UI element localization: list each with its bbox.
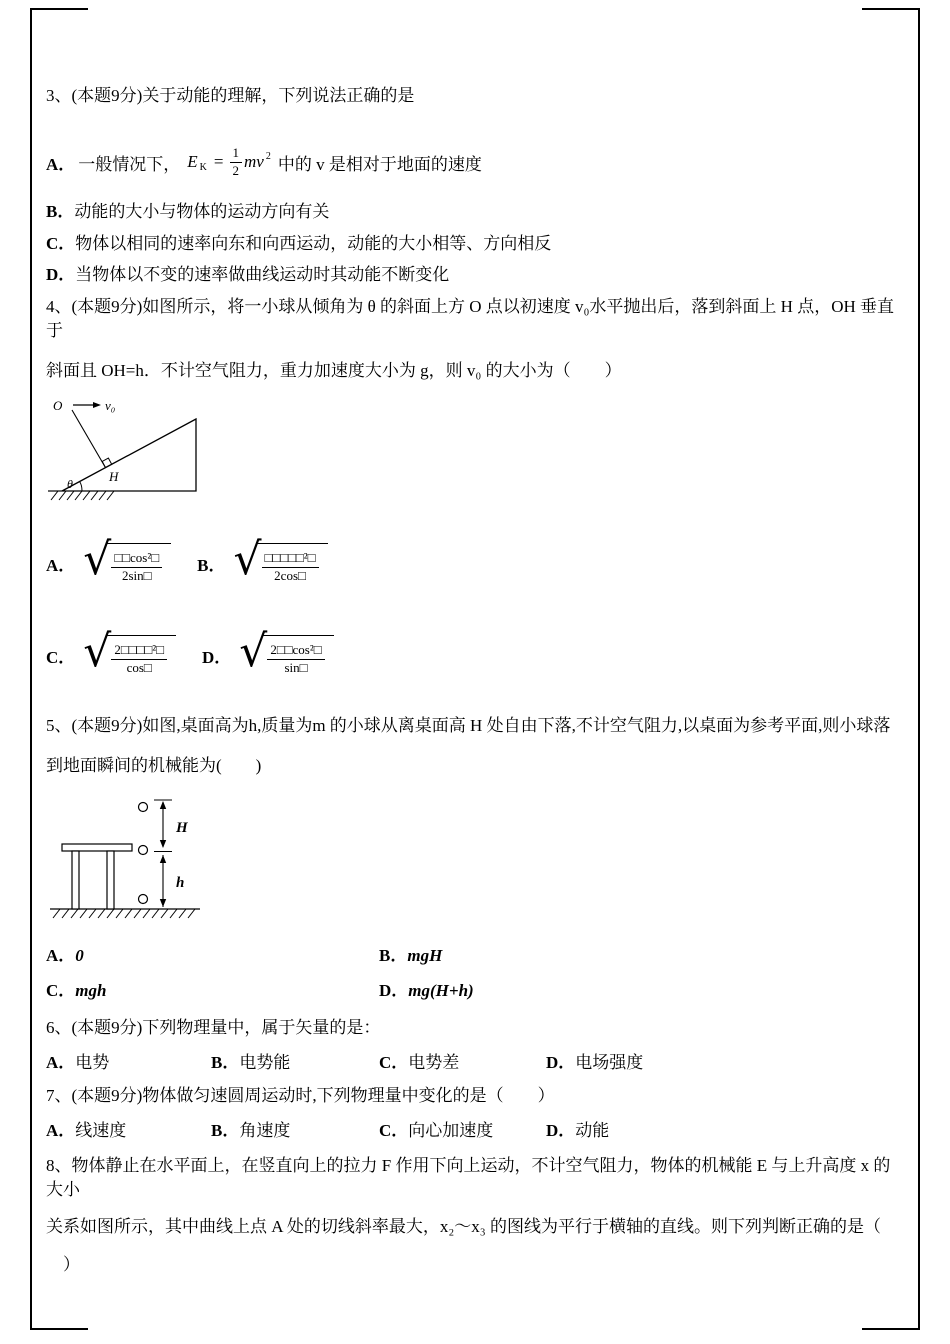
q4-option-d-formula [239, 626, 333, 678]
q6-option-b-label: B． [211, 1053, 240, 1072]
q4-option-d [202, 626, 334, 678]
theta-arc [80, 482, 82, 492]
q7-option-b-text: 角速度 [239, 1121, 291, 1140]
table-leg-right [107, 851, 114, 909]
q7-option-c [379, 1119, 546, 1143]
v0-arrowhead [93, 402, 101, 408]
q7-option-a-text: 线速度 [75, 1121, 127, 1140]
q6-options [46, 1051, 906, 1075]
q4-a-denominator: 2sin□ [121, 568, 152, 584]
fraction-numerator: 1 [230, 146, 243, 163]
q4-option-d-label: D． [202, 648, 232, 667]
ball-start [139, 803, 148, 812]
q3-option-b-label: B． [46, 202, 75, 221]
arrowhead-down [160, 899, 166, 907]
q3-option-a-post: 中的 v 是相对于地面的速度 [277, 154, 482, 174]
q6-option-d-label: D． [546, 1053, 576, 1072]
q6-option-a-label: A． [46, 1053, 76, 1072]
formula-half-fraction [230, 146, 243, 179]
q3-option-c-text: 物体以相同的速率向东和向西运动，动能的大小相等、方向相反 [75, 234, 552, 253]
q7-option-b-label: B． [211, 1121, 240, 1140]
ground-hatching [51, 491, 114, 500]
q7-option-d-label: D． [546, 1121, 576, 1140]
q7-option-a [46, 1119, 211, 1143]
ball-at-ground [139, 895, 148, 904]
q3-option-b [46, 200, 906, 224]
ground-hatching [53, 909, 195, 918]
point-h-label: H [109, 469, 119, 484]
q6-option-d-text: 电场强度 [575, 1053, 644, 1072]
q4-option-b-label: B． [197, 556, 226, 575]
q6-option-c-label: C． [379, 1053, 409, 1072]
arrowhead-up [160, 801, 166, 809]
q8-stem-line3: ） [46, 1255, 80, 1274]
q4-options-row-cd [46, 622, 906, 676]
q4-d-numerator: 2□□cos²□ [267, 643, 324, 660]
q4-option-b-formula [233, 534, 327, 586]
arrowhead-up [160, 855, 166, 863]
formula-sup-2: 2 [265, 150, 271, 162]
q5-stem-line2: 到地面瞬间的机械能为( ) [46, 756, 262, 775]
radical-sign: √ [233, 534, 262, 586]
question-8 [46, 1154, 906, 1277]
q4-option-c [46, 626, 176, 678]
q5-option-a-text: 0 [75, 946, 84, 965]
q3-option-a-label: A． [46, 154, 76, 174]
q3-option-d-label: D． [46, 265, 76, 284]
q4-stem-line2: 斜面且 OH=h．不计空气阻力，重力加速度大小为 g，则 v₀ 的大小为（ ） [46, 361, 622, 380]
q6-stem: 6、(本题9分)下列物理量中，属于矢量的是： [46, 1018, 381, 1037]
v0-label: v₀ [105, 398, 116, 413]
kinetic-energy-formula [187, 146, 271, 179]
q7-option-a-label: A． [46, 1121, 76, 1140]
q4-option-a-label: A． [46, 556, 76, 575]
tabletop [62, 844, 132, 851]
q7-option-d [546, 1119, 609, 1143]
q8-stem-line1: 8、物体静止在水平面上，在竖直向上的拉力 F 作用下向上运动，不计空气阻力，物体的机械能 E 与上升高度 x 的大小 [46, 1156, 891, 1199]
q3-option-c-label: C． [46, 234, 76, 253]
q4-options-row-ab [46, 530, 906, 584]
theta-label: θ [67, 477, 73, 491]
formula-E: E [187, 152, 198, 171]
question-7 [46, 1084, 906, 1143]
q6-option-d [546, 1051, 643, 1075]
table-leg-left [72, 851, 79, 909]
page-border-bottom-right [862, 1328, 920, 1330]
question-5 [46, 714, 906, 1003]
q6-option-b-text: 电势能 [239, 1053, 291, 1072]
q5-option-d-text: mg(H+h) [408, 981, 474, 1000]
page-border-left [30, 8, 32, 1330]
page-border-bottom-left [30, 1328, 88, 1330]
q5-options-row-ab [46, 944, 906, 968]
q5-option-a-label: A． [46, 946, 76, 965]
arrowhead-down [160, 840, 166, 848]
formula-sub-K: K [199, 161, 207, 173]
q3-option-a [46, 140, 906, 184]
q5-option-b-text: mgH [407, 946, 443, 965]
q5-option-c-text: mgh [75, 981, 107, 1000]
table-drop-diagram [48, 787, 223, 929]
q3-option-a-pre: 一般情况下， [78, 154, 181, 174]
exam-content [46, 84, 906, 1277]
radical-sign: √ [83, 626, 112, 678]
q4-option-a [46, 534, 171, 586]
q5-option-c [46, 979, 379, 1003]
q6-option-c-text: 电势差 [408, 1053, 460, 1072]
h-upper-label: H [176, 820, 188, 836]
fraction-denominator: 2 [232, 162, 239, 178]
question-6 [46, 1016, 906, 1075]
q4-b-numerator: □□□□□²□ [262, 551, 319, 568]
q4-c-denominator: cos□ [126, 660, 152, 676]
q3-option-b-text: 动能的大小与物体的运动方向有关 [74, 202, 330, 221]
q5-option-b-label: B． [379, 946, 408, 965]
q6-option-a-text: 电势 [75, 1053, 110, 1072]
q7-options [46, 1119, 906, 1143]
q3-option-d-text: 当物体以不变的速率做曲线运动时其动能不断变化 [75, 265, 450, 284]
q4-stem-line1: 4、(本题9分)如图所示，将一小球从倾角为 θ 的斜面上方 O 点以初速度 v₀水平抛出后，落到斜面上 H 点，OH 垂直于 [46, 297, 894, 340]
ball-at-table-level [139, 846, 148, 855]
q5-stem-line1: 5、(本题9分)如图,桌面高为h,质量为m 的小球从离桌面高 H 处自由下落,不计空气阻力,以桌面为参考平面,则小球落 [46, 716, 891, 735]
q3-stem: 3、(本题9分)关于动能的理解，下列说法正确的是 [46, 86, 415, 105]
q4-option-a-formula [83, 534, 171, 586]
q6-option-b [211, 1051, 379, 1075]
q5-option-a [46, 944, 379, 968]
q7-option-c-label: C． [379, 1121, 409, 1140]
question-4 [46, 295, 906, 676]
q4-b-denominator: 2cos□ [274, 568, 306, 584]
q8-stem-line2: 关系如图所示，其中曲线上点 A 处的切线斜率最大，x₂～x₃ 的图线为平行于横轴的直线。则下列判断正确的是（ [46, 1217, 881, 1236]
incline-triangle [62, 419, 196, 491]
q7-stem: 7、(本题9分)物体做匀速圆周运动时,下列物理量中变化的是（ ） [46, 1086, 555, 1105]
incline-projectile-diagram [48, 393, 208, 505]
q4-a-numerator: □□cos²□ [111, 551, 162, 568]
q4-d-denominator: sin□ [284, 660, 308, 676]
formula-equals: = [213, 152, 224, 171]
q4-option-c-formula [83, 626, 176, 678]
q6-option-a [46, 1051, 211, 1075]
q5-option-d-label: D． [379, 981, 409, 1000]
question-3 [46, 84, 906, 287]
q3-option-d [46, 263, 906, 287]
page-border-top-right [862, 8, 920, 10]
point-o-label: O [53, 398, 63, 413]
q7-option-b [211, 1119, 379, 1143]
q5-option-d [379, 979, 712, 1003]
radical-sign: √ [83, 534, 112, 586]
oh-line [72, 410, 106, 468]
q4-option-b [197, 534, 327, 586]
q5-options-row-cd [46, 979, 906, 1003]
q4-c-numerator: 2□□□□²□ [111, 643, 167, 660]
q3-option-c [46, 232, 906, 256]
q7-option-c-text: 向心加速度 [408, 1121, 494, 1140]
radical-sign: √ [239, 626, 268, 678]
q7-option-d-text: 动能 [575, 1121, 610, 1140]
h-lower-label: h [176, 875, 185, 891]
q5-option-c-label: C． [46, 981, 76, 1000]
formula-mv: mv [244, 152, 264, 171]
q4-option-c-label: C． [46, 648, 76, 667]
q6-option-c [379, 1051, 546, 1075]
page-border-top-left [30, 8, 88, 10]
page-border-right [918, 8, 920, 1330]
q5-option-b [379, 944, 712, 968]
